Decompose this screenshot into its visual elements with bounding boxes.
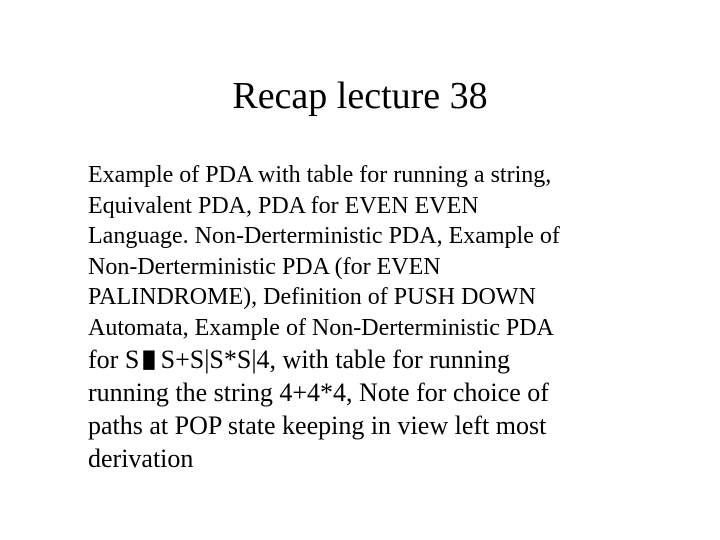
- body-line: running the string 4+4*4, Note for choice of: [88, 378, 549, 407]
- body-line: paths at POP state keeping in view left most: [88, 411, 547, 440]
- body-line: PALINDROME), Definition of PUSH DOWN: [88, 284, 536, 310]
- grammar-line: [88, 343, 688, 376]
- grammar-prefix: for S: [88, 345, 140, 374]
- body-line: Automata, Example of Non-Derterministic PDA: [88, 314, 554, 341]
- slide-title: Recap lecture 38: [232, 75, 488, 117]
- body-line: Equivalent PDA, PDA for EVEN EVEN: [88, 192, 479, 219]
- slide-body: [88, 160, 688, 475]
- production-arrow-icon: █: [143, 352, 155, 369]
- body-line: Language. Non-Derterministic PDA, Example of: [88, 223, 560, 249]
- body-line: derivation: [88, 444, 194, 473]
- body-line: Example of PDA with table for running a string,: [88, 162, 552, 188]
- body-line: Non-Derterministic PDA (for EVEN: [88, 253, 441, 280]
- grammar-suffix: S+S|S*S|4, with table for running: [160, 345, 510, 374]
